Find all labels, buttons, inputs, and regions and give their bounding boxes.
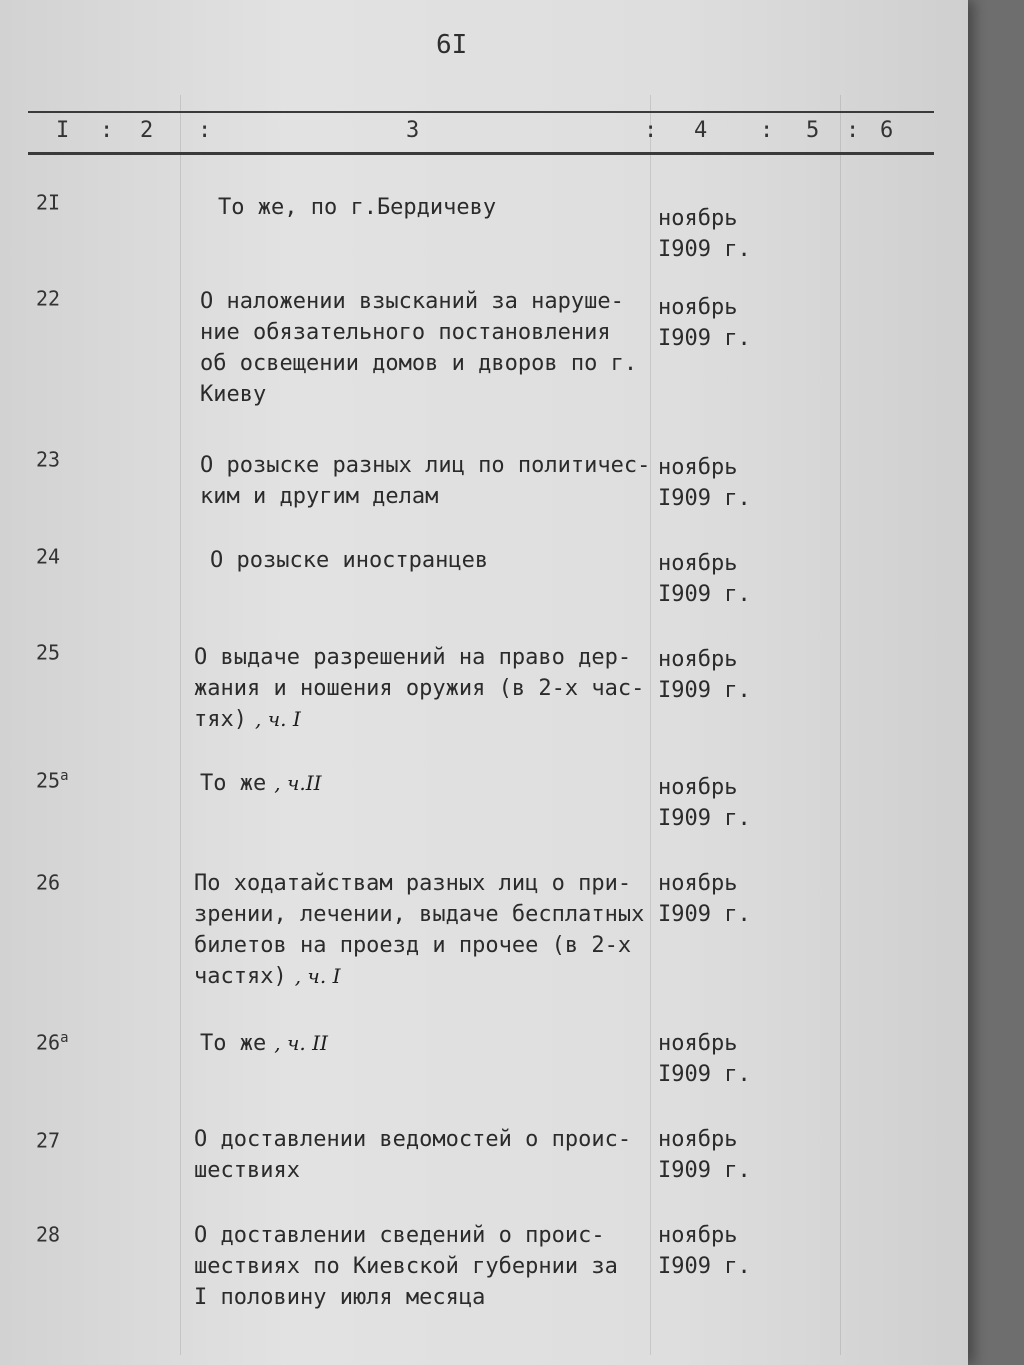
- row-date: ноябрь I909 г.: [658, 551, 751, 607]
- row-title: По ходатайствам разных лиц о при- зрении, лечении, выдаче бесплатных билетов на проезд и прочее (в 2-х частях) , ч. I: [194, 871, 645, 989]
- row-date: ноябрь I909 г.: [658, 1127, 751, 1183]
- row-number: $25^а$: [36, 768, 69, 793]
- row-date: ноябрь I909 г.: [658, 1031, 751, 1087]
- column-guide-line: [840, 95, 841, 1355]
- header-separator: :: [760, 118, 774, 143]
- row-title: О розыске разных лиц по политичес- ким и другим делам: [200, 453, 651, 509]
- handwritten-note: , ч.II: [274, 771, 322, 795]
- column-guide-line: [180, 95, 181, 1355]
- header-separator: :: [100, 118, 114, 143]
- header-col-2: 2: [140, 118, 154, 143]
- row-date: ноябрь I909 г.: [658, 295, 751, 351]
- header-separator: :: [846, 118, 860, 143]
- row-title: О наложении взысканий за наруше- ние обязательного постановления об освещении домов и дворов по г. Киеву: [200, 289, 638, 407]
- table-header-rule: [28, 152, 934, 155]
- row-number: $26^а$: [36, 1030, 69, 1055]
- row-number: 28: [36, 1222, 61, 1247]
- row-title: О доставлении ведомостей о проис- шествиях: [194, 1127, 632, 1183]
- header-separator: :: [644, 118, 658, 143]
- row-number: 24: [36, 544, 61, 569]
- row-date: ноябрь I909 г.: [658, 871, 751, 927]
- row-number: 22: [36, 286, 61, 311]
- header-col-3: 3: [406, 118, 420, 143]
- row-date: ноябрь I909 г.: [658, 455, 751, 511]
- handwritten-note: , ч. I: [254, 707, 301, 731]
- row-date: ноябрь I909 г.: [658, 647, 751, 703]
- header-col-6: 6: [880, 118, 894, 143]
- row-date: ноябрь I909 г.: [658, 775, 751, 831]
- row-title: То же , ч.II: [200, 771, 322, 796]
- row-number: 2I: [36, 190, 61, 215]
- table-top-rule: [28, 111, 934, 113]
- header-col-5: 5: [806, 118, 820, 143]
- handwritten-note: , ч. I: [294, 964, 341, 988]
- row-title: О розыске иностранцев: [210, 548, 489, 573]
- row-title: То же, по г.Бердичеву: [218, 195, 497, 220]
- row-title: О доставлении сведений о проис- шествиях по Киевской губернии за I половину июля месяца: [194, 1223, 618, 1310]
- header-col-4: 4: [694, 118, 708, 143]
- row-number: 23: [36, 447, 61, 472]
- page-number: 6I: [436, 30, 468, 60]
- row-number: 27: [36, 1128, 61, 1153]
- row-number: 26: [36, 870, 61, 895]
- header-separator: :: [198, 118, 212, 143]
- header-col-1: I: [56, 118, 70, 143]
- handwritten-note: , ч. II: [274, 1031, 328, 1055]
- row-title: О выдаче разрешений на право дер- жания и ношения оружия (в 2-х час- тях) , ч. I: [194, 645, 645, 732]
- row-title: То же , ч. II: [200, 1031, 328, 1056]
- row-date: ноябрь I909 г.: [658, 206, 751, 262]
- row-date: ноябрь I909 г.: [658, 1223, 751, 1279]
- row-number: 25: [36, 640, 61, 665]
